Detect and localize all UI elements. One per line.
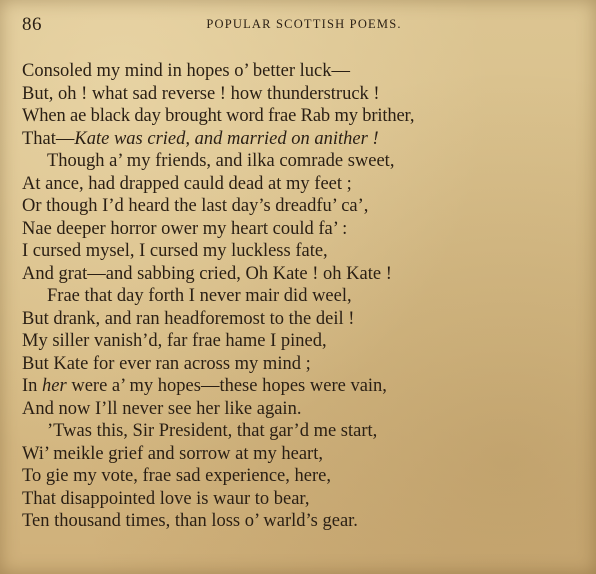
italic-text: Kate was cried, and married on anither !: [74, 128, 379, 149]
poem-line: Frae that day forth I never mair did weel,: [47, 286, 352, 306]
running-head: POPULAR SCOTTISH POEMS.: [206, 17, 402, 31]
poem-line: Ten thousand times, than loss o’ warld’s gear.: [22, 511, 358, 531]
poem-line: [22, 128, 586, 151]
poem-line: Wi’ meikle grief and sorrow at my heart,: [22, 443, 323, 464]
poem-line-text: That—: [22, 128, 75, 149]
poem-line: ’Twas this, Sir President, that gar’d me start,: [47, 421, 378, 441]
poem-line: Though a’ my friends, and ilka comrade sweet,: [47, 151, 395, 171]
poem-line: That disappointed love is waur to bear,: [22, 488, 310, 509]
poem-line: But, oh ! what sad reverse ! how thunderstruck !: [22, 83, 380, 104]
page-number: 86: [22, 14, 42, 35]
poem-line: But drank, and ran headforemost to the deil !: [22, 308, 355, 329]
poem-line: At ance, had drapped cauld dead at my feet ;: [22, 173, 352, 194]
poem-line: Nae deeper horror ower my heart could fa’ :: [22, 218, 348, 239]
page-header: [22, 14, 578, 34]
poem-line: When ae black day brought word frae Rab my brither,: [22, 106, 415, 126]
poem-line: To gie my vote, frae sad experience, here,: [22, 466, 331, 486]
poem-line: And now I’ll never see her like again.: [22, 398, 302, 419]
poem-line-text: In: [22, 376, 43, 396]
poem-line: And grat—and sabbing cried, Oh Kate ! oh Kate !: [22, 263, 392, 284]
poem-line: I cursed mysel, I cursed my luckless fate,: [22, 241, 328, 261]
poem-line: But Kate for ever ran across my mind ;: [22, 353, 311, 374]
poem-line: My siller vanish’d, far frae hame I pined,: [22, 331, 327, 351]
poem-text: [22, 60, 586, 533]
poem-line: [22, 375, 586, 398]
poem-line: Or though I’d heard the last day’s dreadfu’ ca’,: [22, 196, 369, 216]
poem-line-text: were a’ my hopes—these hopes were vain,: [66, 376, 387, 396]
poem-line: Consoled my mind in hopes o’ better luck—: [22, 61, 350, 81]
italic-text: her: [42, 376, 67, 396]
